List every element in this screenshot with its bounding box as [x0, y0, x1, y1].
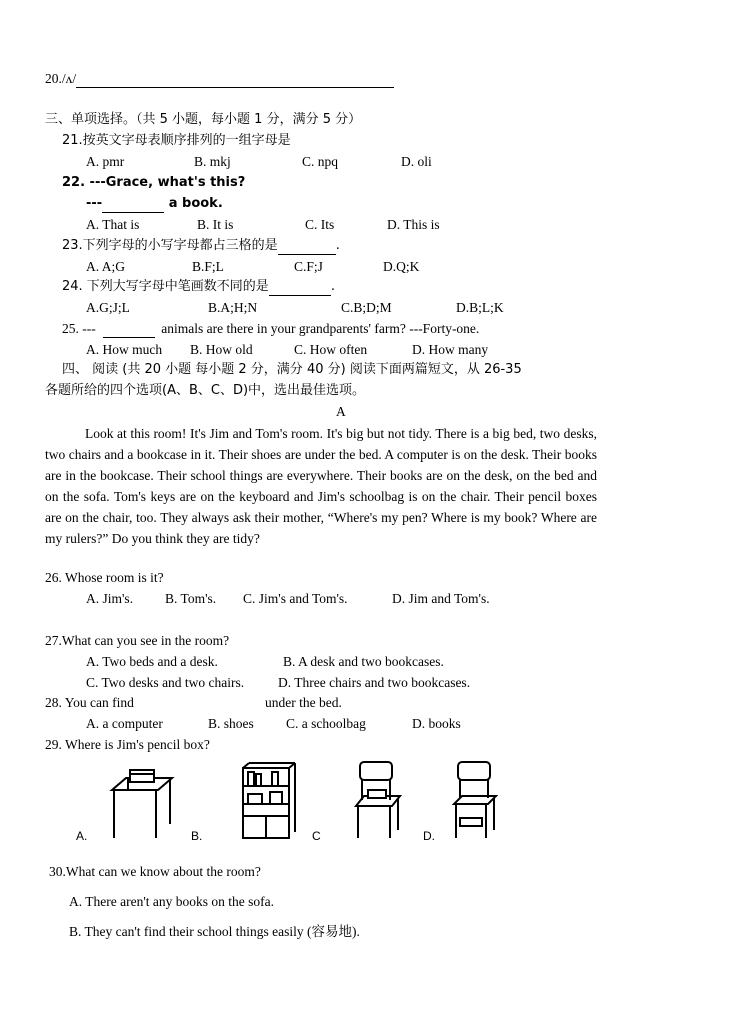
q25-option-d[interactable]: D. How many [412, 342, 489, 357]
q30-option-b[interactable]: B. They can't find their school things easily (容易地). [69, 924, 360, 939]
q26-option-d[interactable]: D. Jim and Tom's. [392, 591, 490, 606]
q27-option-a[interactable]: A. Two beds and a desk. [86, 654, 218, 669]
q24-answer-blank[interactable] [269, 281, 331, 296]
q23-answer-blank[interactable] [278, 240, 336, 255]
q30-stem: 30.What can we know about the room? [49, 864, 261, 879]
q28-option-a[interactable]: A. a computer [86, 716, 163, 731]
section3-heading: 三、单项选择。（共 5 小题，每小题 1 分，满分 5 分） [45, 112, 362, 127]
q24-option-c[interactable]: C.B;D;M [341, 300, 392, 315]
reading-passage: Look at this room! It's Jim and Tom's room. It's big but not tidy. There is a big bed, two desks, two chairs and a bookcase in it. Their shoes are under the bed. A computer is on the desk. Their books are in the bookcase. Their school things are everywhere. Their books are on the desk, on the bed and on the sofa. Tom's keys are on the keyboard and Jim's schoolbag is on the chair. Their pencil boxes are on the chair, too. They always ask their mother, “Where's my pen? Where is my book? Where are my rulers?” Do you think they are tidy? [45, 426, 597, 546]
q23-option-a[interactable]: A. A;G [86, 259, 126, 274]
q28-stem-end: under the bed. [265, 695, 342, 710]
q21-option-b[interactable]: B. mkj [194, 154, 231, 169]
q28-option-b[interactable]: B. shoes [208, 716, 254, 731]
q26-stem: 26. Whose room is it? [45, 570, 164, 585]
desk-with-box-picture[interactable] [108, 760, 178, 840]
q23-option-c[interactable]: C.F;J [294, 259, 323, 274]
q24-option-d[interactable]: D.B;L;K [456, 300, 504, 315]
q26-option-c[interactable]: C. Jim's and Tom's. [243, 591, 348, 606]
q29-label-c: C [312, 829, 321, 843]
q23-stem: 23.下列字母的小写字母都占三格的是 [62, 238, 278, 253]
q24-stem-end: . [330, 279, 335, 294]
q25-stem-suffix: animals are there in your grandparents' farm? ---Forty-one. [161, 321, 480, 336]
q28-option-d[interactable]: D. books [412, 716, 461, 731]
q29-label-a: A. [76, 829, 88, 843]
q20-label: 20./ʌ/ [45, 71, 77, 86]
q24-option-b[interactable]: B.A;H;N [208, 300, 258, 315]
q22-answer-line [86, 195, 223, 213]
section4-heading-line2: 各题所给的四个选项(A、B、C、D)中，选出最佳选项。 [45, 383, 366, 398]
q22-answer-prefix: --- [86, 196, 103, 211]
q28-stem: 28. You can find [45, 695, 134, 710]
q24-option-a[interactable]: A.G;J;L [86, 300, 130, 315]
q25-option-c[interactable]: C. How often [294, 342, 368, 357]
q21-option-a[interactable]: A. pmr [86, 154, 125, 169]
q20-line [45, 70, 394, 88]
q27-option-d[interactable]: D. Three chairs and two bookcases. [278, 675, 471, 690]
q26-option-b[interactable]: B. Tom's. [165, 591, 217, 606]
q23-stem-end: . [335, 238, 340, 253]
q21-stem: 21.按英文字母表顺序排列的一组字母是 [62, 133, 291, 148]
q25-option-b[interactable]: B. How old [190, 342, 253, 357]
q22-option-c[interactable]: C. Its [305, 217, 335, 232]
q22-answer-suffix: a book. [164, 196, 223, 211]
chair-with-box-picture[interactable] [352, 760, 404, 840]
q30-option-a[interactable]: A. There aren't any books on the sofa. [69, 894, 274, 909]
q24-stem: 24. 下列大写字母中笔画数不同的是 [62, 279, 269, 294]
q25-stem-line [62, 320, 479, 338]
q24-stem-line [62, 278, 335, 296]
section4-heading-line1: 四、 阅读 (共 20 小题 每小题 2 分，满分 40 分) 阅读下面两篇短文，从 26-35 [62, 362, 522, 377]
passage-label: A [336, 404, 346, 419]
q26-option-a[interactable]: A. Jim's. [86, 591, 134, 606]
q23-option-d[interactable]: D.Q;K [383, 259, 420, 274]
bookcase-picture[interactable] [240, 760, 298, 840]
q21-option-d[interactable]: D. oli [401, 154, 432, 169]
q20-answer-blank[interactable] [76, 73, 394, 88]
q22-stem: 22. ---Grace, what's this? [62, 175, 246, 190]
q22-option-d[interactable]: D. This is [387, 217, 440, 232]
q29-label-b: B. [191, 829, 203, 843]
q22-answer-blank[interactable] [102, 198, 164, 213]
q29-label-d: D. [423, 829, 435, 843]
chair-with-box-under-picture[interactable] [452, 760, 498, 840]
q25-answer-blank[interactable] [103, 323, 155, 338]
q21-option-c[interactable]: C. npq [302, 154, 339, 169]
q22-option-b[interactable]: B. It is [197, 217, 234, 232]
q27-option-b[interactable]: B. A desk and two bookcases. [283, 654, 444, 669]
q29-stem: 29. Where is Jim's pencil box? [45, 737, 210, 752]
q23-option-b[interactable]: B.F;L [192, 259, 224, 274]
q25-stem-prefix: 25. --- [62, 321, 96, 336]
q28-option-c[interactable]: C. a schoolbag [286, 716, 366, 731]
q27-option-c[interactable]: C. Two desks and two chairs. [86, 675, 245, 690]
q27-stem: 27.What can you see in the room? [45, 633, 230, 648]
q25-option-a[interactable]: A. How much [86, 342, 163, 357]
q22-option-a[interactable]: A. That is [86, 217, 140, 232]
q23-stem-line [62, 237, 340, 255]
